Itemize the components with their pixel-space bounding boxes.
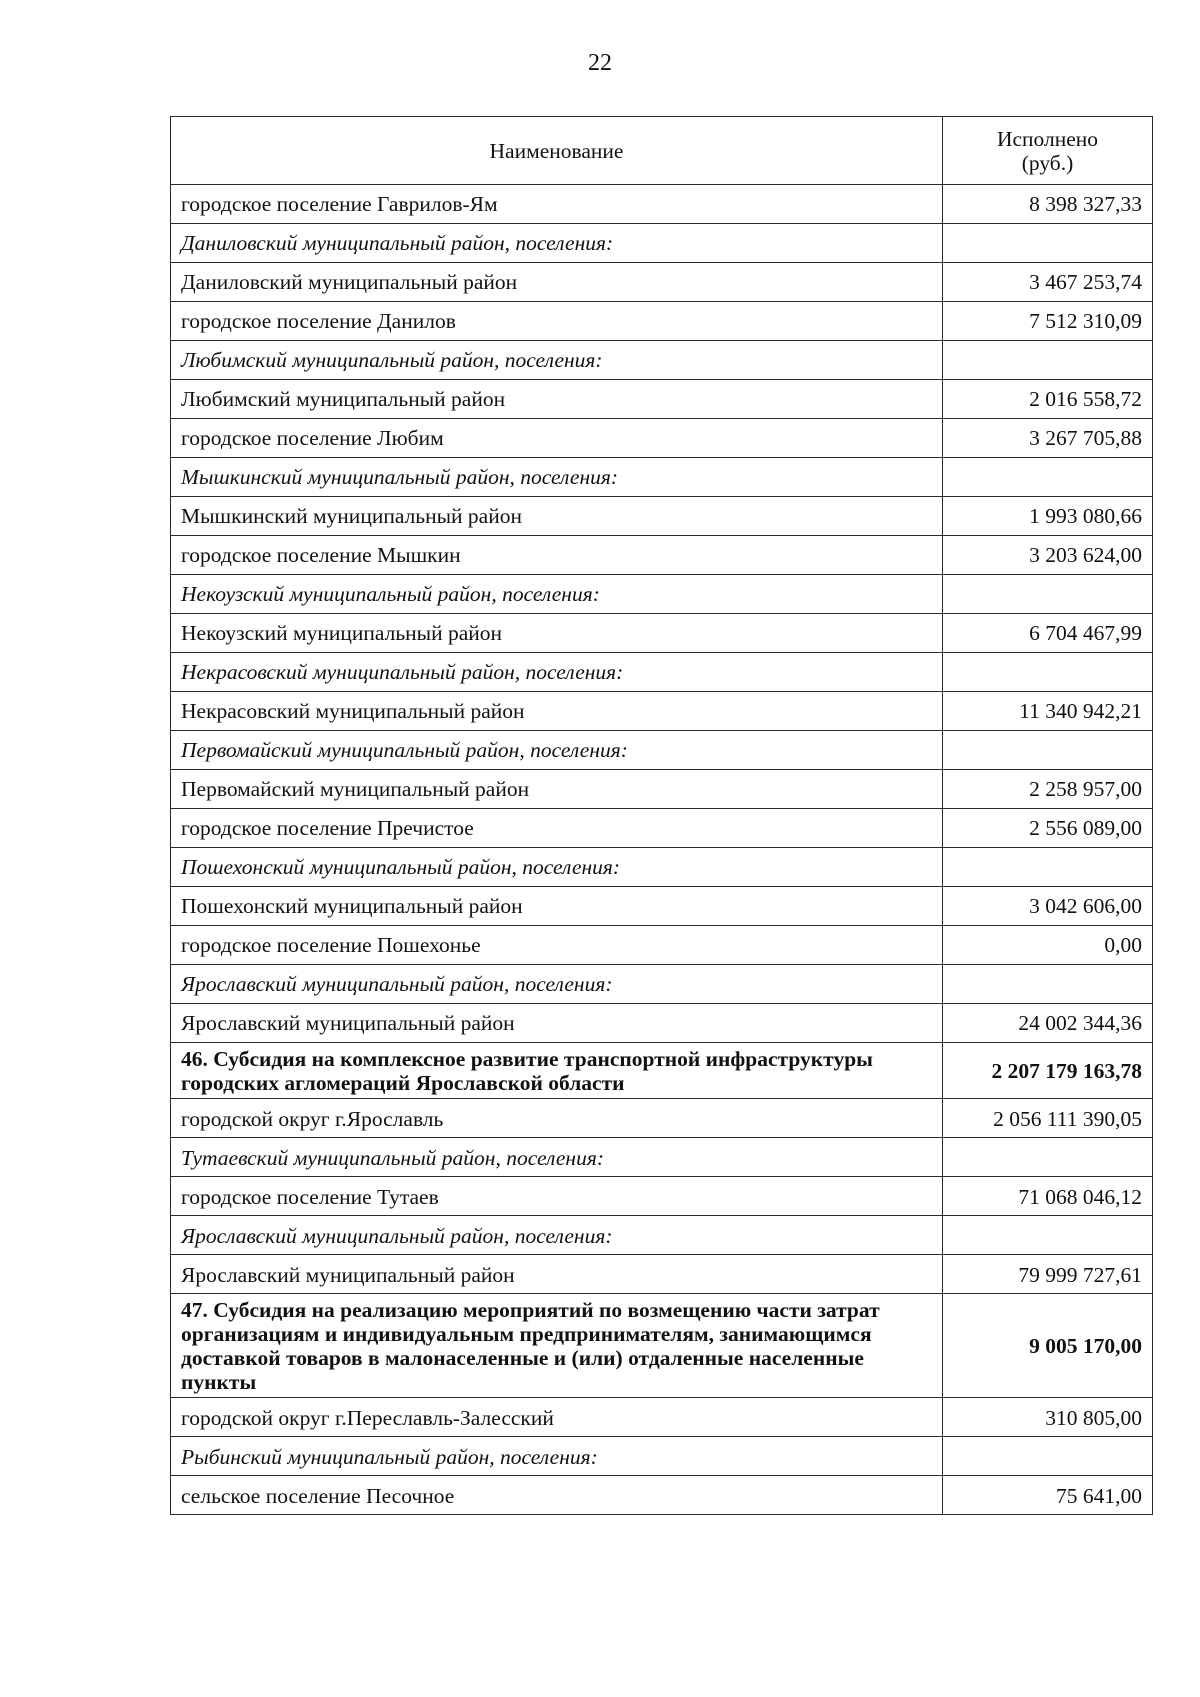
table-row [171, 380, 1153, 419]
row-name: Мышкинский муниципальный район, поселения: [171, 458, 943, 497]
table-group-row [171, 224, 1153, 263]
row-amount [943, 1437, 1153, 1476]
row-amount: 24 002 344,36 [943, 1004, 1153, 1043]
row-name: Некрасовский муниципальный район, поселения: [171, 653, 943, 692]
table-row [171, 185, 1153, 224]
row-amount: 3 042 606,00 [943, 887, 1153, 926]
row-amount [943, 653, 1153, 692]
table-row [171, 1255, 1153, 1294]
row-amount: 7 512 310,09 [943, 302, 1153, 341]
table-group-row [171, 731, 1153, 770]
table-row [171, 692, 1153, 731]
table-row [171, 497, 1153, 536]
table-row [171, 926, 1153, 965]
table-header-row [171, 117, 1153, 185]
row-amount: 9 005 170,00 [943, 1294, 1153, 1398]
table-group-row [171, 1216, 1153, 1255]
row-amount [943, 965, 1153, 1004]
page-number: 22 [588, 50, 612, 76]
row-amount: 79 999 727,61 [943, 1255, 1153, 1294]
row-amount: 2 258 957,00 [943, 770, 1153, 809]
row-name: Любимский муниципальный район [171, 380, 943, 419]
table-group-row [171, 458, 1153, 497]
row-name: городское поселение Тутаев [171, 1177, 943, 1216]
row-name: Даниловский муниципальный район [171, 263, 943, 302]
table-group-row [171, 653, 1153, 692]
table-row [171, 1476, 1153, 1515]
table-row [171, 302, 1153, 341]
table-group-row [171, 1138, 1153, 1177]
row-name: Мышкинский муниципальный район [171, 497, 943, 536]
row-name: городское поселение Гаврилов-Ям [171, 185, 943, 224]
table-body [171, 185, 1153, 1515]
row-name: городское поселение Любим [171, 419, 943, 458]
table-row [171, 770, 1153, 809]
row-amount [943, 731, 1153, 770]
row-amount: 1 993 080,66 [943, 497, 1153, 536]
row-amount: 2 556 089,00 [943, 809, 1153, 848]
table-subsidy-row [171, 1043, 1153, 1099]
row-amount [943, 224, 1153, 263]
table-group-row [171, 848, 1153, 887]
header-amount [943, 117, 1153, 185]
row-amount [943, 1216, 1153, 1255]
row-name: 46. Субсидия на комплексное развитие транспортной инфраструктуры городских агломераций Ярославской области [171, 1043, 943, 1099]
row-amount [943, 341, 1153, 380]
row-name: Ярославский муниципальный район [171, 1255, 943, 1294]
row-name: городской округ г.Ярославль [171, 1099, 943, 1138]
row-name: Некрасовский муниципальный район [171, 692, 943, 731]
row-name: городское поселение Данилов [171, 302, 943, 341]
row-name: 47. Субсидия на реализацию мероприятий по возмещению части затрат организациям и индивидуальным предпринимателям, занимающимся доставкой товаров в малонаселенные и (или) отдаленные населенные пункты [171, 1294, 943, 1398]
row-amount: 71 068 046,12 [943, 1177, 1153, 1216]
header-name: Наименование [171, 117, 943, 185]
row-amount: 3 467 253,74 [943, 263, 1153, 302]
row-amount: 8 398 327,33 [943, 185, 1153, 224]
row-name: Некоузский муниципальный район, поселения: [171, 575, 943, 614]
row-amount: 3 203 624,00 [943, 536, 1153, 575]
row-name: Ярославский муниципальный район, поселения: [171, 965, 943, 1004]
row-amount: 2 056 111 390,05 [943, 1099, 1153, 1138]
row-amount: 310 805,00 [943, 1398, 1153, 1437]
table-row [171, 263, 1153, 302]
row-amount: 2 016 558,72 [943, 380, 1153, 419]
table-group-row [171, 575, 1153, 614]
row-name: Пошехонский муниципальный район, поселения: [171, 848, 943, 887]
table-row [171, 1004, 1153, 1043]
row-name: Первомайский муниципальный район [171, 770, 943, 809]
header-amount-text: Исполнено (руб.) [996, 126, 1099, 175]
row-amount [943, 458, 1153, 497]
row-amount [943, 848, 1153, 887]
table-row [171, 614, 1153, 653]
row-name: Пошехонский муниципальный район [171, 887, 943, 926]
row-name: Ярославский муниципальный район [171, 1004, 943, 1043]
row-amount: 11 340 942,21 [943, 692, 1153, 731]
row-name: городское поселение Пречистое [171, 809, 943, 848]
row-name: городское поселение Мышкин [171, 536, 943, 575]
row-amount: 6 704 467,99 [943, 614, 1153, 653]
row-name: Любимский муниципальный район, поселения: [171, 341, 943, 380]
table-group-row [171, 1437, 1153, 1476]
row-name: Ярославский муниципальный район, поселения: [171, 1216, 943, 1255]
row-amount [943, 1138, 1153, 1177]
table-row [171, 1398, 1153, 1437]
row-amount: 0,00 [943, 926, 1153, 965]
row-name: Рыбинский муниципальный район, поселения: [171, 1437, 943, 1476]
table-row [171, 536, 1153, 575]
table-group-row [171, 965, 1153, 1004]
row-amount: 2 207 179 163,78 [943, 1043, 1153, 1099]
row-name: Тутаевский муниципальный район, поселения: [171, 1138, 943, 1177]
row-amount: 3 267 705,88 [943, 419, 1153, 458]
table-row [171, 1177, 1153, 1216]
row-amount: 75 641,00 [943, 1476, 1153, 1515]
table-group-row [171, 341, 1153, 380]
row-name: Даниловский муниципальный район, поселения: [171, 224, 943, 263]
row-name: сельское поселение Песочное [171, 1476, 943, 1515]
table-row [171, 887, 1153, 926]
table-subsidy-row [171, 1294, 1153, 1398]
row-name: Некоузский муниципальный район [171, 614, 943, 653]
table-row [171, 1099, 1153, 1138]
row-name: городской округ г.Переславль-Залесский [171, 1398, 943, 1437]
row-amount [943, 575, 1153, 614]
table-row [171, 419, 1153, 458]
row-name: городское поселение Пошехонье [171, 926, 943, 965]
budget-execution-table [170, 116, 1153, 1515]
row-name: Первомайский муниципальный район, поселения: [171, 731, 943, 770]
table-row [171, 809, 1153, 848]
